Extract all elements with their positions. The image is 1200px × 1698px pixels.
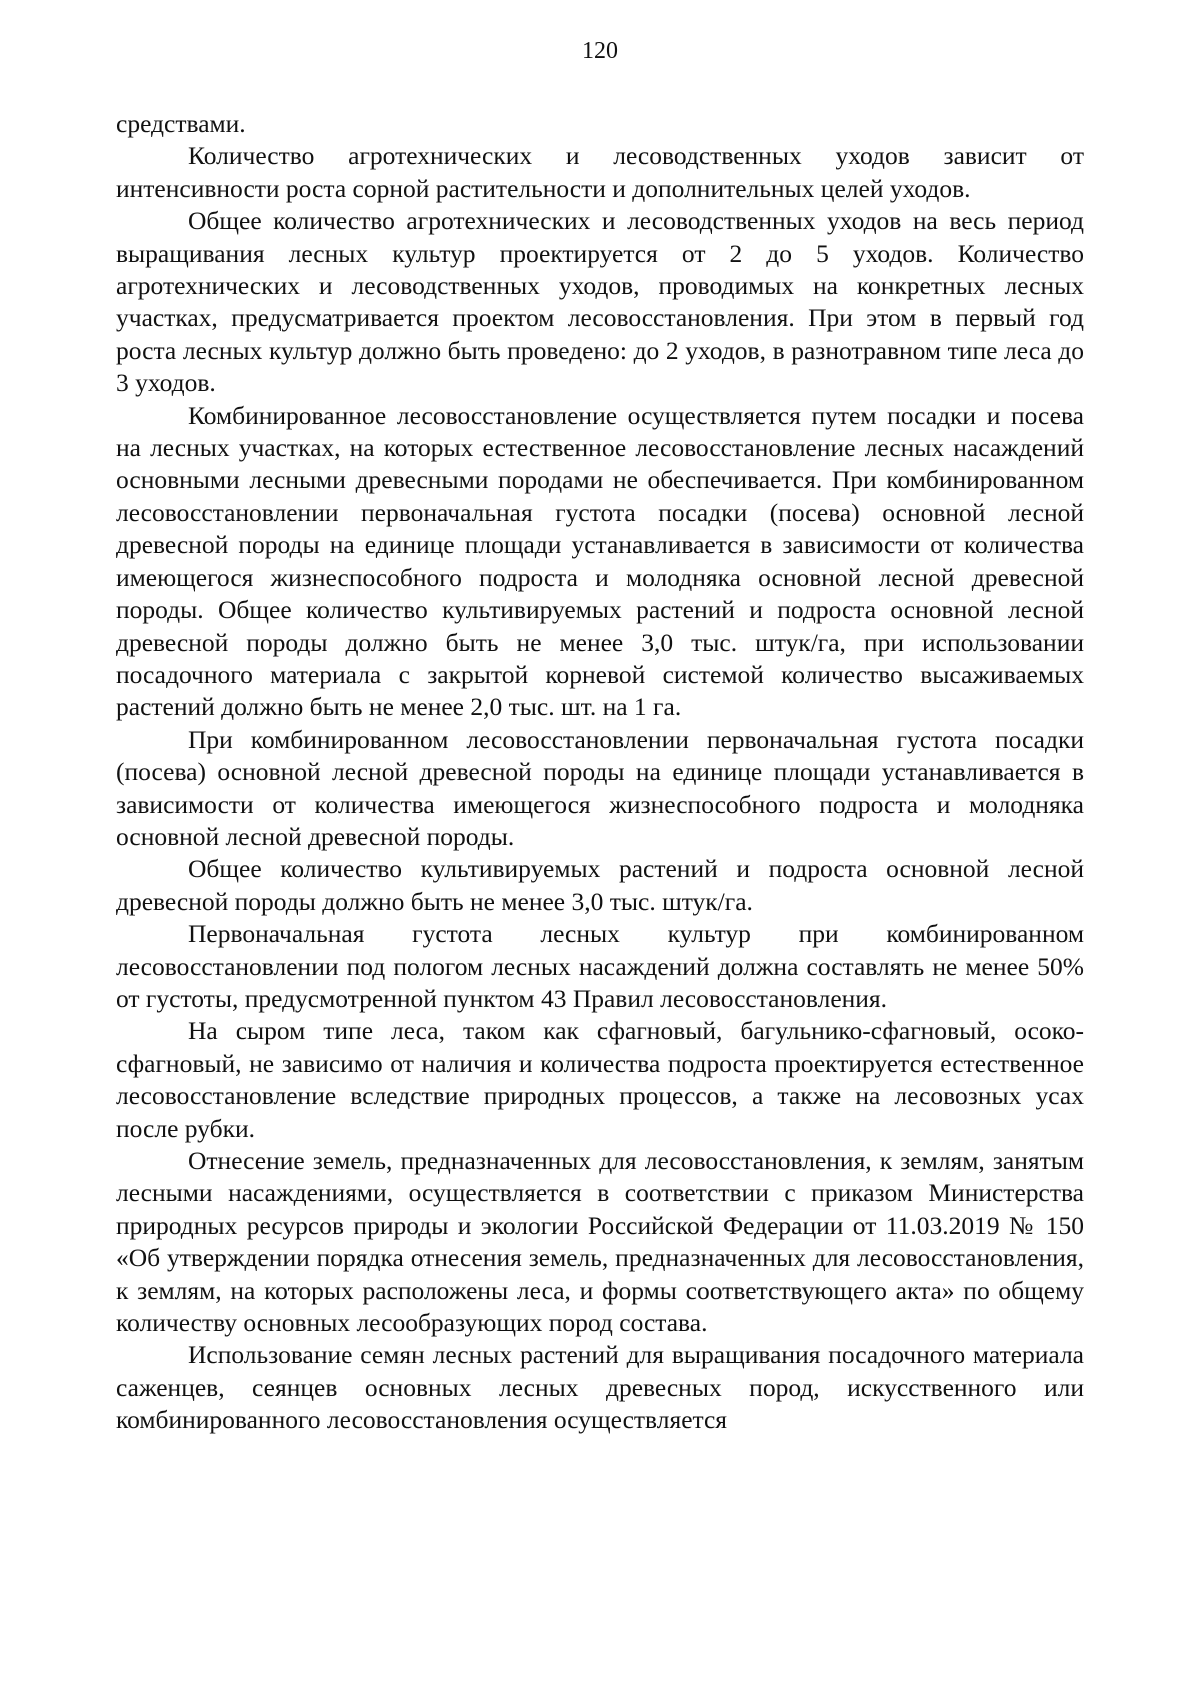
page-number: 120 — [582, 38, 618, 64]
paragraph: Первоначальная густота лесных культур при комбинированном лесовосстановлении под пологом лесных насаждений должна составлять не менее 50% от густоты, предусмотренной пунктом 43 Правил лесовосстановления. — [116, 919, 1084, 1013]
paragraph: Общее количество агротехнических и лесоводственных уходов на весь период выращивания лесных культур проектируется от 2 до 5 уходов. Количество агротехнических и лесоводственных уходов, проводимых на конкретных лесных участках, предусматривается проектом лесовосстановления. При этом в первый год роста лесных культур должно быть проведено: до 2 уходов, в разнотравном типе леса до 3 уходов. — [116, 206, 1084, 398]
paragraph: Количество агротехнических и лесоводственных уходов зависит от интенсивности роста сорной растительности и дополнительных целей уходов. — [116, 141, 1084, 203]
paragraph: Общее количество культивируемых растений и подроста основной лесной древесной породы должно быть не менее 3,0 тыс. штук/га. — [116, 854, 1084, 916]
paragraph: Отнесение земель, предназначенных для лесовосстановления, к землям, занятым лесными насаждениями, осуществляется в соответствии с приказом Министерства природных ресурсов природы и экологии Российской Федерации от 11.03.2019 № 150 «Об утверждении порядка отнесения земель, предназначенных для лесовосстановления, к землям, на которых расположены леса, и формы соответствующего акта» по общему количеству основных лесообразующих пород состава. — [116, 1146, 1084, 1338]
paragraph: Комбинированное лесовосстановление осуществляется путем посадки и посева на лесных участках, на которых естественное лесовосстановление лесных насаждений основными лесными древесными породами не обеспечивается. При комбинированном лесовосстановлении первоначальная густота посадки (посева) основной лесной древесной породы на единице площади устанавливается в зависимости от количества имеющегося жизнеспособного подроста и молодняка основной лесной древесной породы. Общее количество культивируемых растений и подроста основной лесной древесной породы должно быть не менее 3,0 тыс. штук/га, при использовании посадочного материала с закрытой корневой системой количество высаживаемых растений должно быть не менее 2,0 тыс. шт. на 1 га. — [116, 400, 1084, 722]
document-body — [116, 108, 1084, 1437]
paragraph: На сыром типе леса, таком как сфагновый, багульнико-сфагновый, осоко-сфагновый, не зависимо от наличия и количества подроста проектируется естественное лесовосстановление вследствие природных процессов, а также на лесовозных усах после рубки. — [116, 1016, 1084, 1143]
paragraph: Использование семян лесных растений для выращивания посадочного материала саженцев, сеянцев основных лесных древесных пород, искусственного или комбинированного лесовосстановления осуществляется — [116, 1340, 1084, 1435]
paragraph: При комбинированном лесовосстановлении первоначальная густота посадки (посева) основной лесной древесной породы на единице площади устанавливается в зависимости от количества имеющегося жизнеспособного подроста и молодняка основной лесной древесной породы. — [116, 724, 1084, 851]
paragraph: средствами. — [116, 109, 246, 138]
